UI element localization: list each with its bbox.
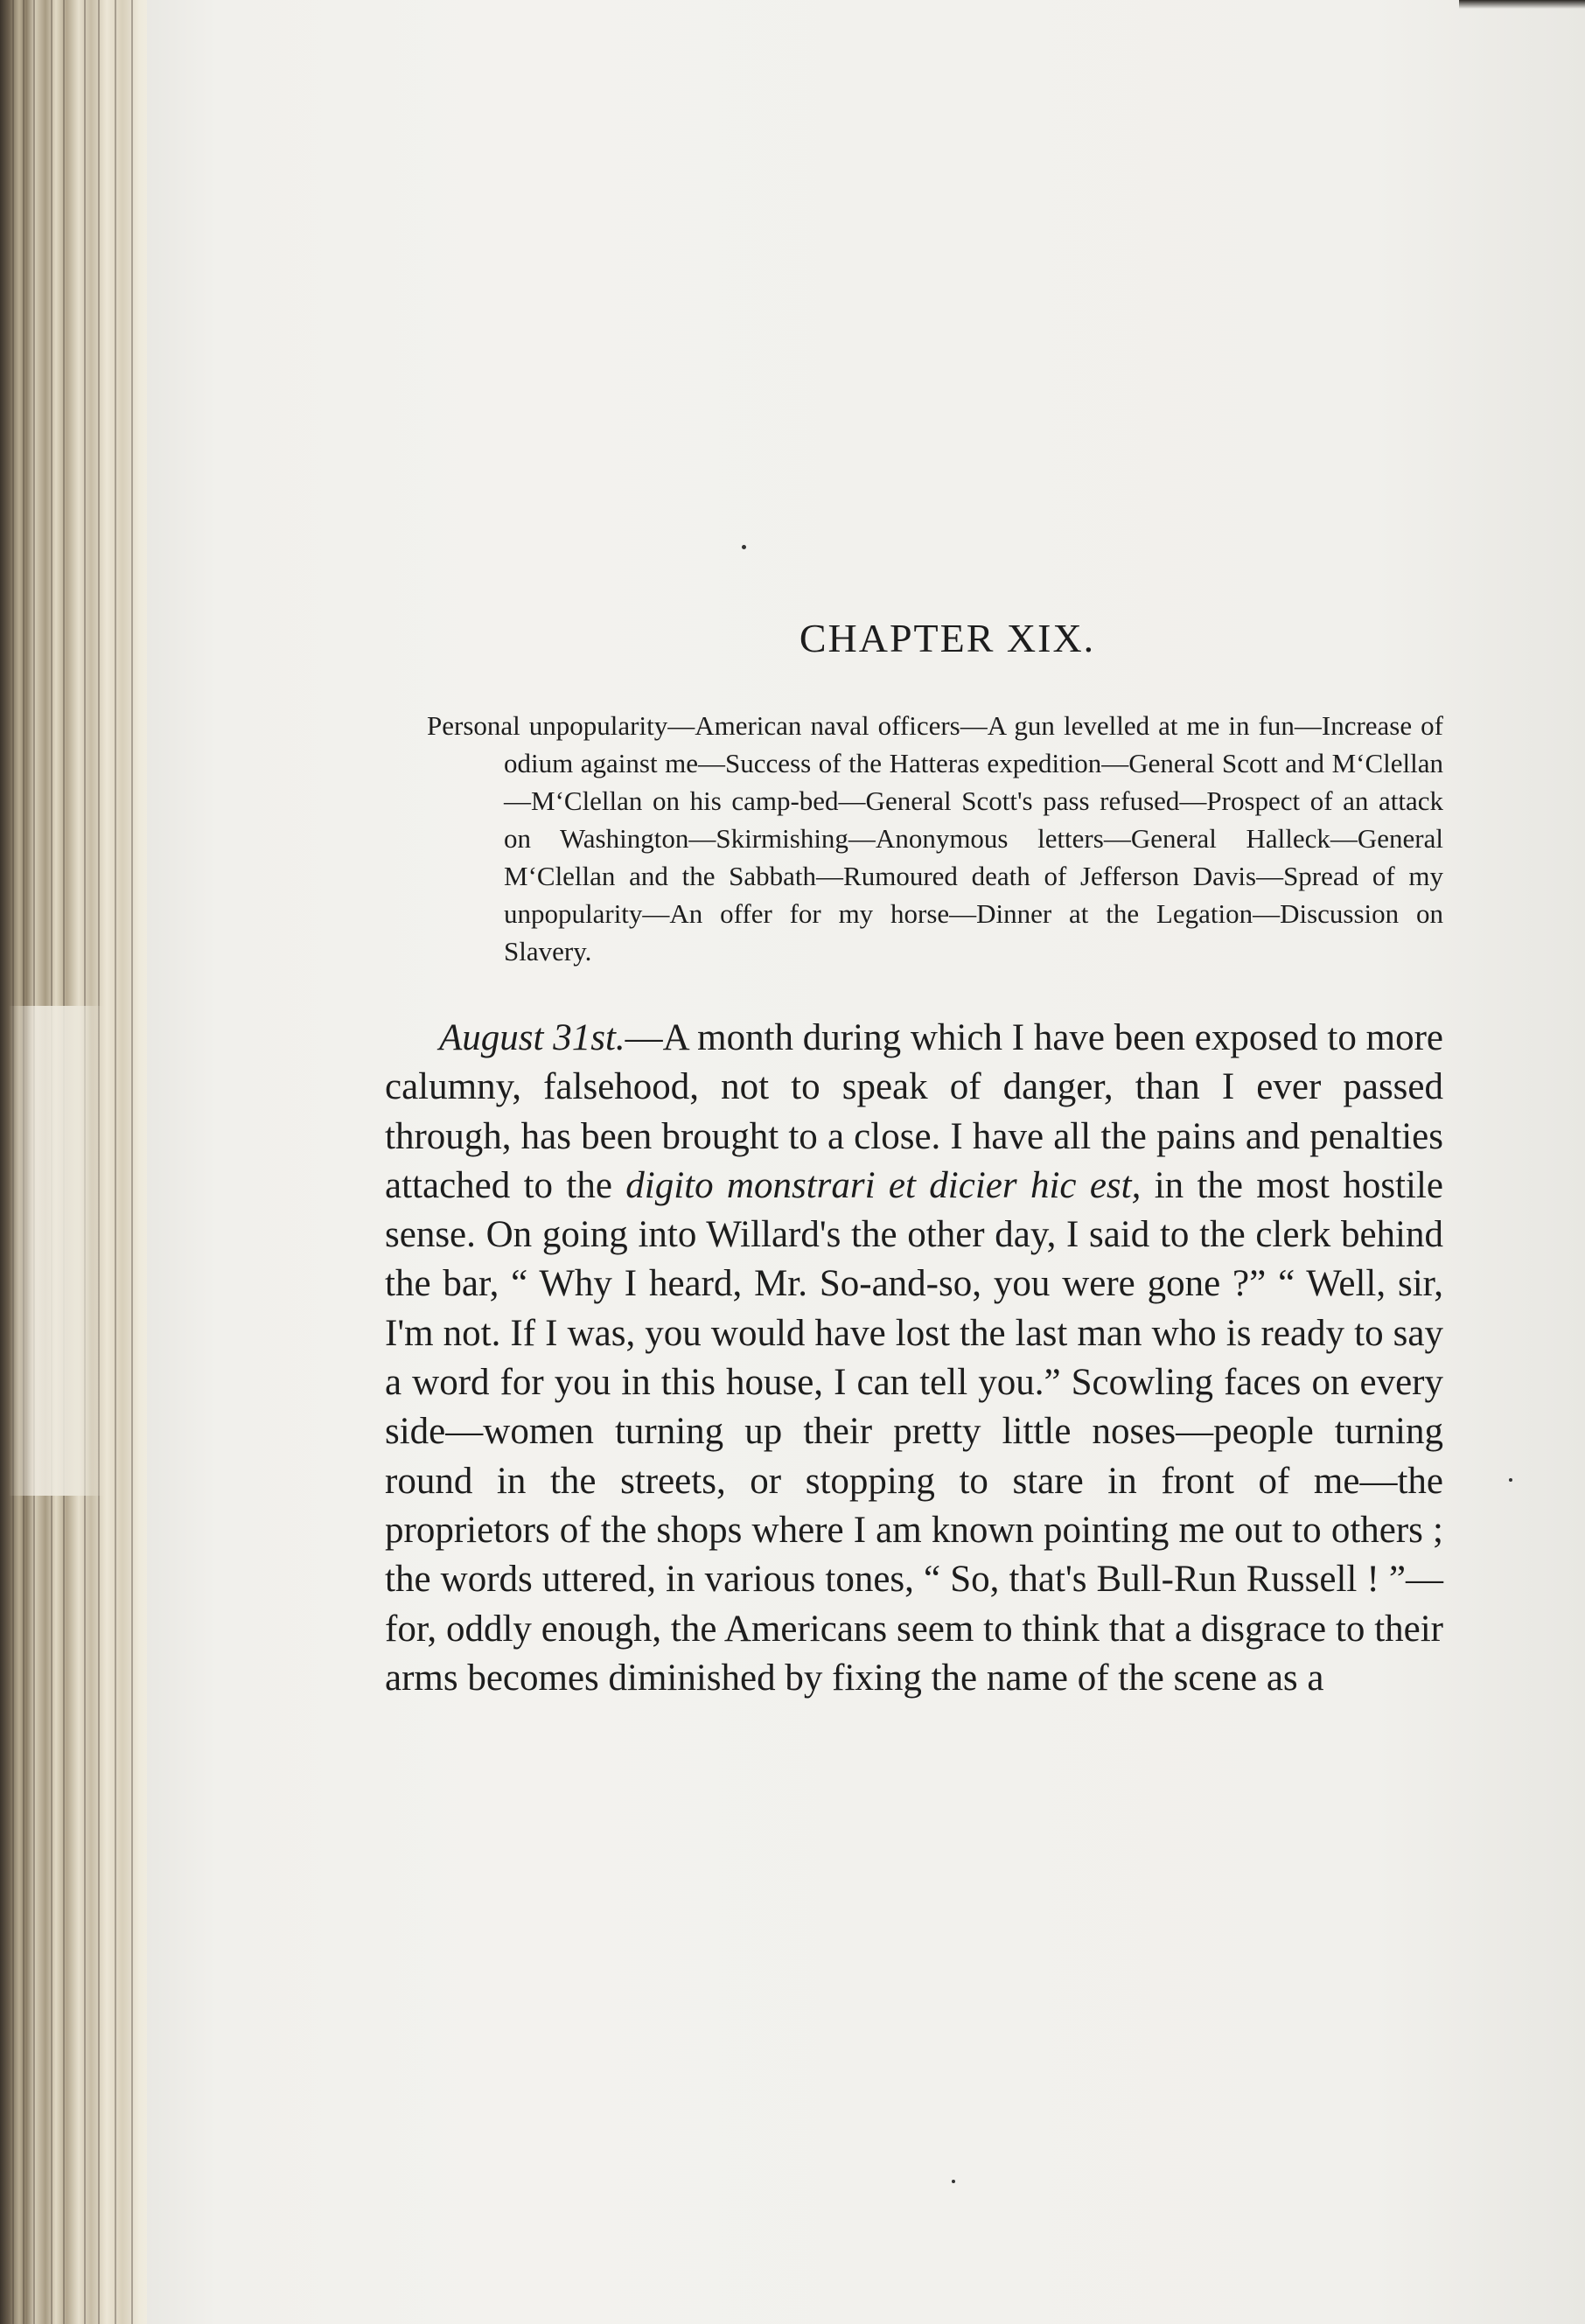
page-stack-edge bbox=[0, 0, 153, 2324]
latin-phrase: digito monstrari et dicier hic est, bbox=[625, 1164, 1142, 1206]
body-paragraph bbox=[385, 1014, 1443, 1703]
entry-date: August 31st. bbox=[439, 1017, 625, 1058]
chapter-title: CHAPTER XIX. bbox=[799, 616, 1096, 660]
ink-speck bbox=[952, 2180, 955, 2183]
ink-speck bbox=[1509, 1478, 1512, 1482]
ink-speck bbox=[742, 545, 746, 549]
body-text-part-2: in the most hostile sense. On going into Willard's the other day, I said to the clerk behind the bar, “ Why I heard, Mr. So-and-so, you were gone ?” “ Well, sir, I'm not. If I was, you would have lost the last man who is ready to say a word for you in this house, I can tell you.” Scowling faces on every side—women turning up their pretty little noses—people turning round in the streets, or stopping to stare in front of me—the proprietors of the shops where I am known pointing me out to others ; the words uttered, in various tones, “ So, that's Bull-Run Russell ! ”—for, oddly enough, the Americans seem to think that a disgrace to their arms becomes diminished by fixing the name of the scene as a bbox=[385, 1164, 1443, 1699]
chapter-summary: Personal unpopularity—American naval officers—A gun levelled at me in fun—Increase of odium against me—Success of the Hatteras expedition—General Scott and M‘Clellan—M‘Clellan on his camp-bed—General Scott's pass refused—Prospect of an attack on Washington—Skirmishing—Anonymous letters—General Halleck—General M‘Clellan and the Sabbath—Rumoured death of Jefferson Davis—Spread of my unpopularity—An offer for my horse—Dinner at the Legation—Discussion on Slavery. bbox=[427, 710, 1443, 967]
body-text-part-1: —A month during which I have been exposed to more calumny, falsehood, not to speak of danger, than I ever passed through, has been brought to a close. I have all the pains and penalties attached to the bbox=[385, 1017, 1443, 1206]
page-content bbox=[385, 612, 1443, 1741]
